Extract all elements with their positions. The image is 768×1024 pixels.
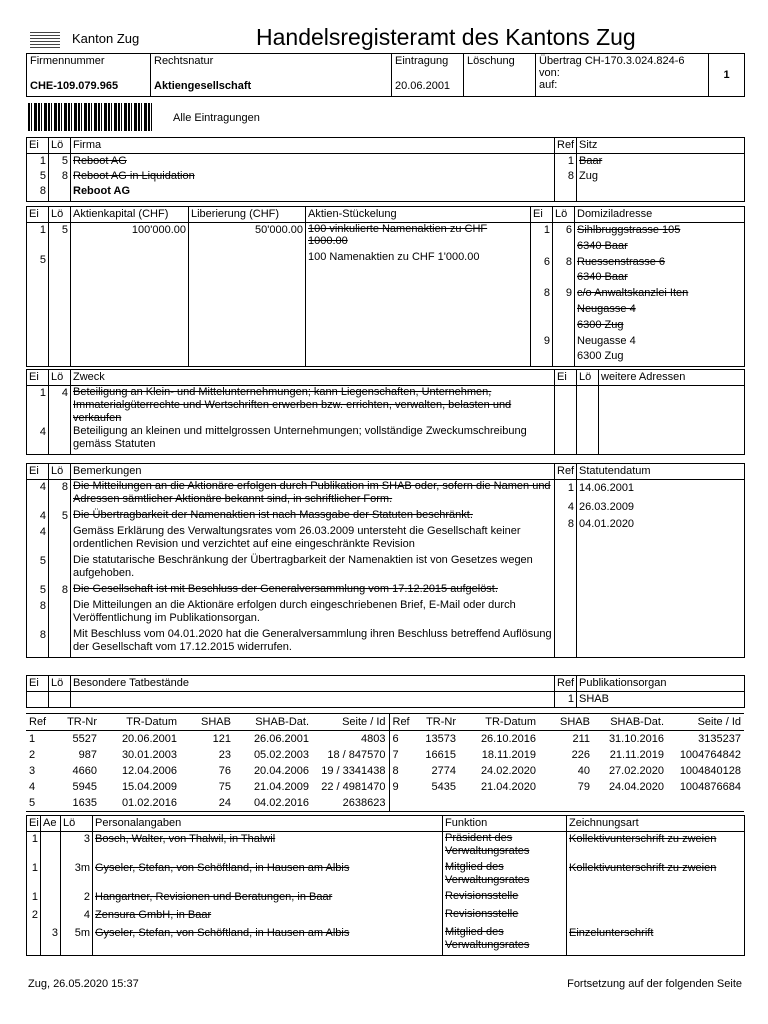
tr-cell: 26.10.2016 (480, 733, 536, 745)
bemerkung-text: Die Mitteilungen an die Aktionäre erfolgen durch Publikation im SHAB oder, sofern die Namen und Adressen sämtlicher Aktionäre bekannt sind, in schriftlicher Form. (71, 480, 555, 510)
col-ei: Ei (27, 370, 49, 386)
tr-cell: 20.06.2001 (121, 733, 177, 745)
col-shab: SHAB (180, 714, 234, 731)
col-ae: Ae (41, 816, 61, 832)
cell: 8 (49, 169, 71, 184)
cell: 5 (39, 254, 46, 266)
cell: 4 (27, 425, 49, 455)
cell: 4 (49, 386, 71, 426)
tr-cell: 21.04.2020 (480, 781, 536, 793)
tr-cell: 79 (577, 781, 590, 793)
tr-cell: 20.04.2006 (253, 765, 309, 777)
legal-label: Rechtsnatur (154, 55, 214, 67)
col-personalangaben: Personalangaben (93, 816, 443, 832)
ei-cell: 2 (27, 908, 41, 926)
tr-cell: 1004764842 (679, 749, 741, 761)
domizil-line: Sihlbruggstrasse 105 (577, 224, 681, 236)
tr-cell (459, 795, 539, 812)
cell: 1 (567, 482, 574, 494)
tr-cell: 31.10.2016 (608, 733, 664, 745)
domizil-line: 6340 Baar (577, 239, 628, 252)
person-function: Revisionsstelle (443, 908, 567, 926)
cell: 8 (567, 518, 574, 530)
domizil-line: Neugasse 4 (577, 302, 636, 315)
footer-continuation: Fortsetzung auf der folgenden Seite (567, 978, 742, 990)
ae-cell (41, 861, 61, 890)
transfer-from: von: (539, 67, 560, 79)
col-shab-dat: SHAB-Dat. (234, 714, 312, 731)
col-ei: Ei (27, 464, 49, 480)
col-lo: Lö (49, 464, 71, 480)
person-name: Zensura GmbH, in Baar (93, 908, 443, 926)
bemerkung-text: Die Mitteilungen an die Aktionäre erfolgen durch eingeschriebenen Brief, E-Mail oder durch Veröffentlichung im Publikationsorgan. (71, 599, 555, 628)
tr-cell (667, 795, 744, 812)
signature-type (567, 890, 745, 908)
liberierung-value: 50'000.00 (189, 223, 306, 367)
cell: 4 (27, 480, 49, 510)
tr-cell: 4803 (361, 733, 386, 745)
col-tr-datum: TR-Datum (459, 714, 539, 731)
entry-label: Eintragung (395, 55, 449, 67)
personen-body (27, 832, 745, 956)
bemerkung-text: Gemäss Erklärung des Verwaltungsrates vom 26.03.2009 untersteht die Gesellschaft keiner ordentlichen Revision und verzichtet auf eine eingeschränkte Revision (71, 525, 555, 554)
lo-cell: 5m (61, 926, 93, 956)
tr-cell (411, 795, 459, 812)
tr-cell: 18 / 847570 (327, 749, 386, 761)
tr-cell: 24 (180, 795, 234, 812)
signature-type: Einzelunterschrift (567, 926, 745, 956)
entry-value: 20.06.2001 (395, 80, 451, 92)
col-liberierung: Liberierung (CHF) (189, 207, 306, 223)
person-row (27, 908, 745, 926)
cell: 1 (27, 386, 49, 426)
tr-cell: 30.01.2003 (121, 749, 177, 761)
personen-section (26, 815, 745, 956)
domizil-line: 6300 Zug (577, 318, 624, 331)
col-ei: Ei (27, 676, 49, 692)
tr-cell: 4 (29, 781, 36, 793)
cell: 6 (565, 224, 572, 236)
col-firma: Firma (71, 138, 555, 154)
col-ref: Ref (555, 138, 577, 154)
col-ei: Ei (27, 138, 49, 154)
tr-cell: 23 (218, 749, 231, 761)
bemerkung-text: Die Übertragbarkeit der Namenaktien ist nach Massgabe der Statuten beschränkt. (71, 509, 555, 525)
tr-cell: 1635 (52, 795, 100, 812)
tr-cell: 12.04.2006 (121, 765, 177, 777)
domizil-line: 6300 Zug (577, 350, 624, 363)
cell: 9 (565, 287, 572, 300)
cell: 5 (49, 223, 71, 367)
cell: 1 (27, 154, 49, 170)
firma-name: Reboot AG (71, 154, 555, 170)
tr-cell: 1004876684 (679, 781, 741, 793)
tr-cell: 5 (26, 795, 52, 812)
tr-row (26, 779, 744, 795)
tr-cell: 4660 (72, 765, 97, 777)
ei-cell: 1 (27, 832, 41, 862)
col-lo: Lö (49, 207, 71, 223)
tr-cell: 18.11.2019 (481, 749, 536, 761)
tr-cell: 3 (29, 765, 36, 777)
sitz-value: Zug (577, 169, 745, 184)
cell: 4 (27, 525, 49, 554)
col-lo: Lö (553, 207, 575, 223)
legal-value: Aktiengesellschaft (154, 80, 252, 92)
barcode-icon (28, 103, 152, 131)
col-ei: Ei (27, 816, 41, 832)
tr-cell: 7 (389, 747, 411, 763)
tr-cell: 21.04.2009 (253, 781, 309, 793)
col-ref: Ref (555, 676, 577, 692)
bemerkung-text: Mit Beschluss vom 04.01.2020 hat die Generalversammlung ihren Beschluss betreffend Auflösung der Gesellschaft vom 17.12.2015 widerrufen. (71, 628, 555, 658)
tr-cell (539, 795, 593, 812)
tr-cell: 24.02.2020 (480, 765, 536, 777)
col-ei: Ei (555, 370, 577, 386)
signature-type: Kollektivunterschrift zu zweien (567, 861, 745, 890)
cell: 8 (27, 628, 49, 658)
tr-cell: 5435 (431, 781, 456, 793)
person-row (27, 890, 745, 908)
col-ref: Ref (26, 714, 52, 731)
ae-cell (41, 832, 61, 862)
tr-cell: 04.02.2016 (234, 795, 312, 812)
lo-cell: 2 (61, 890, 93, 908)
cell: 8 (543, 287, 550, 300)
page-number: 1 (723, 69, 730, 81)
cell: 8 (27, 184, 49, 202)
tr-cell: 40 (577, 765, 590, 777)
col-ref: Ref (389, 714, 411, 731)
cell: 4 (567, 501, 574, 513)
cell: 1 (543, 224, 550, 236)
col-statutendatum: Statutendatum (577, 464, 745, 480)
col-lo: Lö (49, 676, 71, 692)
stueckelung-value: 100 Namenaktien zu CHF 1'000.00 (308, 251, 480, 263)
cell: 5 (27, 554, 49, 583)
tr-cell: 05.02.2003 (253, 749, 309, 761)
cell: 8 (565, 255, 572, 268)
col-seite-id: Seite / Id (667, 714, 744, 731)
publikationsorgan-value: SHAB (577, 692, 745, 708)
tr-cell: 21.11.2019 (609, 749, 664, 761)
person-function: Revisionsstelle (443, 890, 567, 908)
col-sitz: Sitz (577, 138, 745, 154)
tr-cell: 211 (572, 733, 590, 745)
cell: 8 (49, 480, 71, 510)
ei-cell: 1 (27, 861, 41, 890)
cell: 9 (543, 334, 550, 347)
domizil-line: Neugasse 4 (577, 334, 636, 347)
tr-cell: 6 (389, 731, 411, 748)
person-name: Gyseler, Stefan, von Schöftland, in Hausen am Albis (93, 926, 443, 956)
statutendatum-value: 14.06.2001 (579, 482, 635, 494)
cell: 1 (555, 692, 577, 708)
col-ref: Ref (555, 464, 577, 480)
tr-table (26, 713, 744, 812)
col-weitere-adressen: weitere Adressen (599, 370, 745, 386)
zweck-section (26, 369, 745, 455)
domizil-line: 6340 Baar (577, 271, 628, 284)
ae-cell: 3 (41, 926, 61, 956)
col-lo: Lö (577, 370, 599, 386)
cell: 5 (49, 154, 71, 170)
tr-cell: 226 (571, 749, 590, 761)
person-row (27, 861, 745, 890)
meta-table (26, 53, 745, 97)
signature-type (567, 908, 745, 926)
col-lo: Lö (49, 138, 71, 154)
cell: 8 (27, 599, 49, 628)
tr-row (26, 795, 744, 812)
uid-label: Firmennummer (30, 55, 105, 67)
col-publikationsorgan: Publikationsorgan (577, 676, 745, 692)
col-ei: Ei (531, 207, 553, 223)
cell: 8 (555, 169, 577, 184)
sitz-value: Baar (577, 154, 745, 170)
lo-cell: 3 (61, 832, 93, 862)
lo-cell: 3m (61, 861, 93, 890)
transfer-label: Übertrag CH-170.3.024.824-6 (539, 55, 685, 67)
tr-body (26, 731, 744, 812)
firma-name: Reboot AG in Liquidation (71, 169, 555, 184)
tr-cell: 3135237 (698, 733, 741, 745)
col-lo: Lö (61, 816, 93, 832)
tr-cell: 24.04.2020 (608, 781, 664, 793)
lo-cell: 4 (61, 908, 93, 926)
tr-cell: 26.06.2001 (253, 733, 309, 745)
tr-cell: 16615 (425, 749, 456, 761)
tr-cell: 5527 (72, 733, 97, 745)
tr-cell: 13573 (425, 733, 456, 745)
uid-value: CHE-109.079.965 (30, 80, 119, 92)
cell: 5 (27, 583, 49, 599)
ei-cell (27, 926, 41, 956)
kapital-section (26, 206, 745, 367)
tr-cell: 76 (218, 765, 231, 777)
tr-row (26, 763, 744, 779)
tr-cell: 2638623 (312, 795, 389, 812)
statutendatum-value: 26.03.2009 (579, 501, 635, 513)
person-function: Mitglied des Verwaltungsrates (443, 926, 567, 956)
tatbestaende-section (26, 675, 745, 708)
zweck-text: Beteiligung an kleinen und mittelgrossen Unternehmungen; vollständige Zweckumschreibung gemäss Statuten (71, 425, 555, 455)
ae-cell (41, 890, 61, 908)
tr-cell: 2 (29, 749, 36, 761)
cell: 6 (543, 255, 550, 268)
footer-date: Zug, 26.05.2020 15:37 (28, 978, 139, 990)
canton-emblem-icon (30, 32, 60, 48)
transfer-to: auf: (539, 79, 558, 91)
firma-section (26, 137, 745, 202)
col-kapital: Aktienkapital (CHF) (71, 207, 189, 223)
tr-cell: 1004840128 (679, 765, 741, 777)
tr-cell: 27.02.2020 (608, 765, 664, 777)
firma-name: Reboot AG (71, 184, 555, 202)
col-funktion: Funktion (443, 816, 567, 832)
col-seite-id: Seite / Id (312, 714, 389, 731)
col-shab: SHAB (539, 714, 593, 731)
tr-cell: 22 / 4981470 (321, 781, 386, 793)
col-lo: Lö (49, 370, 71, 386)
tr-cell (389, 795, 411, 812)
tr-cell: 2774 (431, 765, 456, 777)
zweck-text: Beteiligung an Klein- und Mittelunternehmungen; kann Liegenschaften, Unternehmen, Immaterialgüterrechte und Wertschriften erwerben bzw. errichten, verwalten, belasten und verkaufen (71, 386, 555, 426)
tr-cell: 15.04.2009 (121, 781, 177, 793)
stueckelung-value: 100 vinkulierte Namenaktien zu CHF 1000.00 (308, 223, 488, 247)
tr-cell: 75 (218, 781, 231, 793)
col-bemerkungen: Bemerkungen (71, 464, 555, 480)
person-name: Hangartner, Revisionen und Beratungen, in Baar (93, 890, 443, 908)
col-shab-dat: SHAB-Dat. (593, 714, 667, 731)
person-row (27, 926, 745, 956)
domizil-line: Ruessenstrasse 6 (577, 255, 666, 268)
col-zeichnungsart: Zeichnungsart (567, 816, 745, 832)
kapital-value: 100'000.00 (71, 223, 189, 367)
ei-cell: 1 (27, 890, 41, 908)
person-function: Mitglied des Verwaltungsrates (443, 861, 567, 890)
canton-name: Kanton Zug (72, 31, 140, 46)
col-tr-nr: TR-Nr (52, 714, 100, 731)
cell: 1 (555, 154, 577, 170)
person-function: Präsident des Verwaltungsrates (443, 832, 567, 862)
tr-cell: 987 (78, 749, 97, 761)
tr-row (26, 731, 744, 748)
cell: 5 (49, 509, 71, 525)
signature-type: Kollektivunterschrift zu zweien (567, 832, 745, 862)
ae-cell (41, 908, 61, 926)
bemerkung-text: Die statutarische Beschränkung der Übertragbarkeit der Namenaktien ist von Gesetzes wegen aufgehoben. (71, 554, 555, 583)
col-tr-datum: TR-Datum (100, 714, 180, 731)
col-domizil: Domiziladresse (575, 207, 745, 223)
cell: 8 (49, 583, 71, 599)
tr-cell: 5945 (72, 781, 97, 793)
tr-cell: 8 (389, 763, 411, 779)
col-tatbestaende: Besondere Tatbestände (71, 676, 555, 692)
tr-cell: 1 (29, 733, 36, 745)
tr-cell (593, 795, 667, 812)
deletion-label: Löschung (467, 55, 515, 67)
domizil-line: c/o Anwaltskanzlei Iten (577, 287, 689, 300)
tr-cell: 121 (212, 733, 231, 745)
col-stueckelung: Aktien-Stückelung (306, 207, 531, 223)
cell: 5 (27, 169, 49, 184)
tr-cell: 01.02.2016 (100, 795, 180, 812)
bemerkungen-section (26, 463, 745, 658)
col-ei: Ei (27, 207, 49, 223)
cell: 1 (39, 224, 46, 236)
person-name: Gyseler, Stefan, von Schöftland, in Hausen am Albis (93, 861, 443, 890)
cell: 4 (27, 509, 49, 525)
col-tr-nr: TR-Nr (411, 714, 459, 731)
statutendatum-value: 04.01.2020 (579, 518, 635, 530)
tr-cell: 9 (389, 779, 411, 795)
page-title: Handelsregisteramt des Kantons Zug (256, 24, 636, 50)
col-zweck: Zweck (71, 370, 555, 386)
bemerkung-text: Die Gesellschaft ist mit Beschluss der Generalversammlung vom 17.12.2015 aufgelöst. (71, 583, 555, 599)
person-name: Bosch, Walter, von Thalwil, in Thalwil (93, 832, 443, 862)
tr-cell: 19 / 3341438 (321, 765, 386, 777)
tr-row (26, 747, 744, 763)
person-row (27, 832, 745, 862)
all-entries-label: Alle Eintragungen (173, 112, 260, 124)
